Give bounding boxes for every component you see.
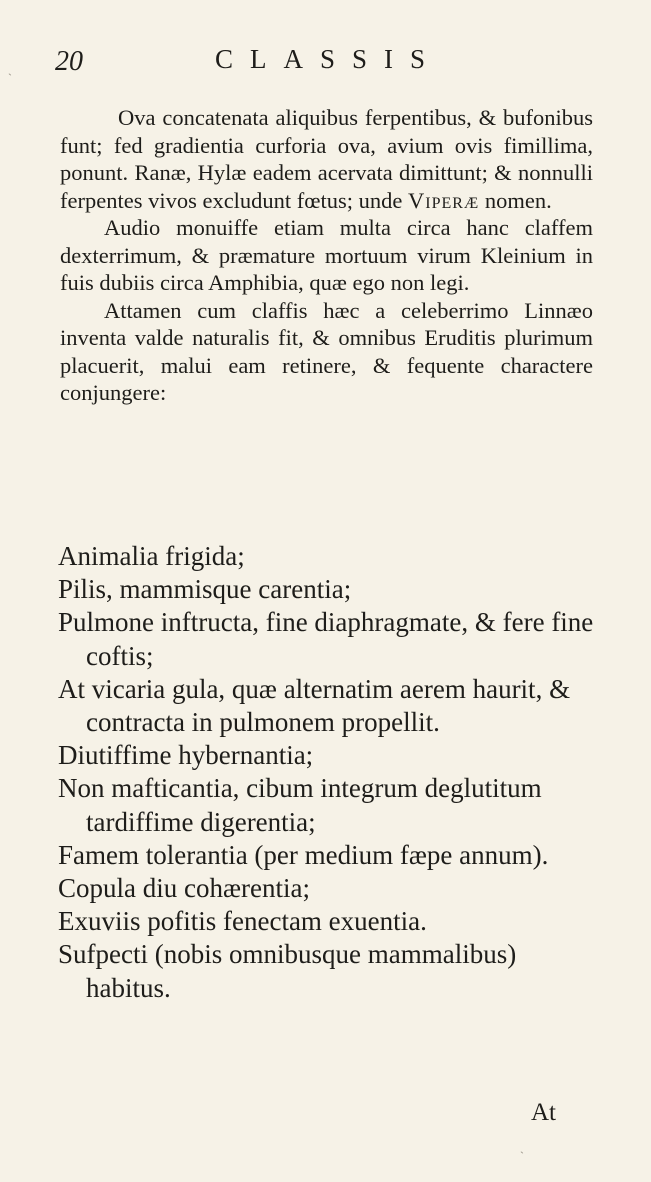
- character-item: Sufpecti (nobis omnibusque mammalibus) habitus.: [58, 939, 517, 1003]
- character-item: Diutiffime hybernantia;: [58, 740, 314, 771]
- paragraph-ova: [60, 104, 593, 407]
- character-item: Animalia frigida;: [58, 541, 245, 571]
- page-header: [55, 42, 611, 82]
- margin-speck: ˏ: [520, 1140, 524, 1154]
- running-head: CLASSIS: [215, 44, 443, 74]
- paragraph-3: Attamen cum claffis hæc a celeberrimo Linnæo inventa valde naturalis fit, & omnibus Eruditis plurimum placuerit, malui eam retinere, & fequente charactere conjungere:: [60, 297, 593, 405]
- viperae-word: Viperæ: [408, 187, 480, 213]
- catchword: At: [531, 1099, 556, 1126]
- paragraph-1: Ova concatenata aliquibus ferpentibus, & bufonibus funt; fed gradientia curforia ova, avium ovis fimillima, ponunt. Ranæ, Hylæ eadem acervata dimittunt; & nonnulli ferpentes vivos excludunt fœtus; unde Viperæ nomen.: [60, 105, 593, 213]
- character-item: Famem tolerantia (per medium fæpe annum).: [58, 839, 549, 870]
- character-item: Exuviis pofitis fenectam exuentia.: [58, 906, 427, 937]
- character-list: [58, 540, 598, 1005]
- character-item: Pilis, mammisque carentia;: [58, 574, 352, 605]
- margin-speck: ˏ: [8, 62, 12, 76]
- paragraph-2: Audio monuiffe etiam multa circa hanc claffem dexterrimum, & præmature mortuum virum Kleinium in fuis dubiis circa Amphibia, quæ ego non legi.: [60, 215, 593, 295]
- character-item: Pulmone inftructa, fine diaphragmate, & fere fine coftis;: [58, 607, 594, 671]
- character-item: Non mafticantia, cibum integrum deglutitum tardiffime digerentia;: [58, 773, 542, 837]
- page-number: 20: [55, 46, 83, 77]
- character-item: Copula diu cohærentia;: [58, 873, 310, 904]
- character-item: At vicaria gula, quæ alternatim aerem haurit, & contracta in pulmonem propellit.: [58, 673, 571, 738]
